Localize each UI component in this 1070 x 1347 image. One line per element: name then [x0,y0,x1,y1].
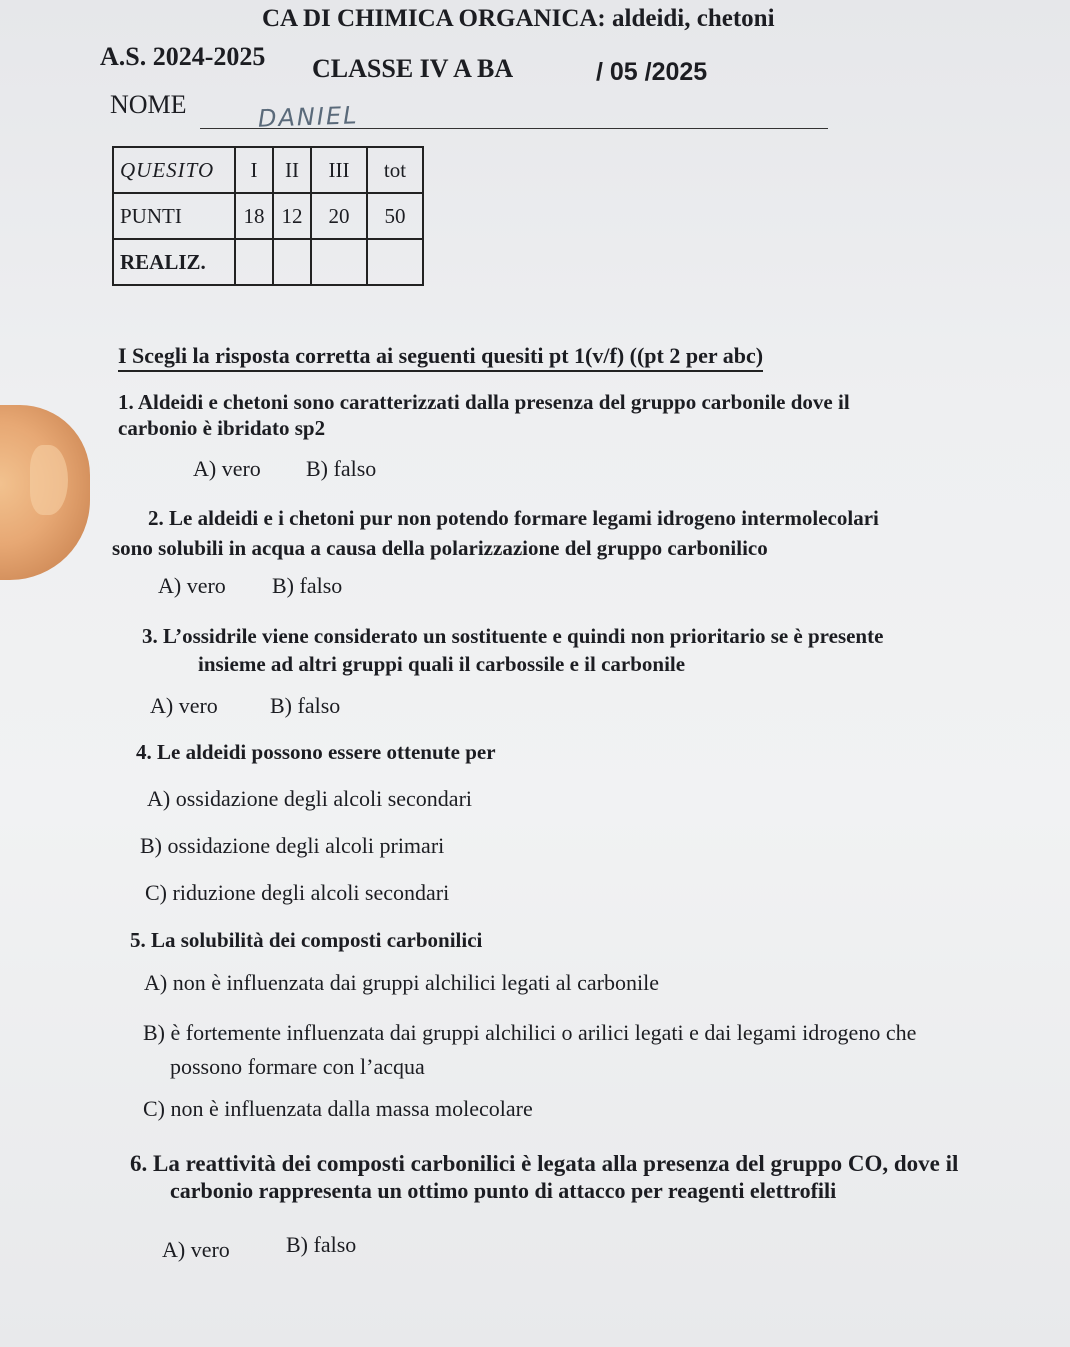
question-4-line-1: 4. Le aldeidi possono essere ottenute per [136,740,496,764]
class-label: CLASSE IV A BA [312,54,514,83]
table-cell: II [273,147,311,193]
table-cell: 12 [273,193,311,239]
table-row [113,193,423,239]
thumb-nail [30,445,68,515]
table-cell [273,239,311,285]
question-2-line-1: 2. Le aldeidi e i chetoni pur non potendo formare legami idrogeno intermolecolari [148,506,879,530]
question-2-option-b[interactable]: B) falso [272,573,343,598]
name-line [200,128,828,129]
question-3-option-a[interactable]: A) vero [150,693,218,718]
table-cell [367,239,423,285]
question-4-option-c[interactable]: C) riduzione degli alcoli secondari [145,880,450,905]
table-cell: III [311,147,367,193]
question-5-option-b-cont: possono formare con l’acqua [170,1054,425,1079]
question-1-option-b[interactable]: B) falso [306,456,377,481]
section-title: I Scegli la risposta corretta ai seguenti quesiti pt 1(v/f) ((pt 2 per abc) [118,343,763,372]
table-cell [311,239,367,285]
question-6-option-a[interactable]: A) vero [162,1237,230,1262]
question-5-option-b[interactable]: B) è fortemente influenzata dai gruppi alchilici o arilici legati e dai legami idrogeno che [143,1020,917,1045]
question-4-option-a[interactable]: A) ossidazione degli alcoli secondari [147,786,473,811]
name-label: NOME [110,90,187,119]
question-3-line-2: insieme ad altri gruppi quali il carbossile e il carbonile [198,652,686,676]
table-cell: I [235,147,273,193]
question-6-line-2: carbonio rappresenta un ottimo punto di attacco per reagenti elettrofili [170,1178,837,1203]
question-2-option-a[interactable]: A) vero [158,573,226,598]
table-cell [235,239,273,285]
table-row [113,239,423,285]
question-3-line-1: 3. L’ossidrile viene considerato un sostituente e quindi non prioritario se è presente [142,624,884,648]
question-5-line-1: 5. La solubilità dei composti carbonilici [130,928,483,952]
question-3-option-b[interactable]: B) falso [270,693,341,718]
question-1-option-a[interactable]: A) vero [193,456,261,481]
table-cell: 20 [311,193,367,239]
score-table [112,146,424,286]
table-cell: PUNTI [113,193,235,239]
table-cell: tot [367,147,423,193]
question-6-line-1: 6. La reattività dei composti carbonilici è legata alla presenza del gruppo CO, dove il [130,1151,959,1176]
table-cell: 18 [235,193,273,239]
question-5-option-c[interactable]: C) non è influenzata dalla massa molecolare [143,1096,533,1121]
question-6-option-b[interactable]: B) falso [286,1232,357,1257]
table-cell: QUESITO [113,147,235,193]
exam-date: / 05 /2025 [596,58,708,86]
table-cell: 50 [367,193,423,239]
question-2-line-2: sono solubili in acqua a causa della polarizzazione del gruppo carbonilico [112,536,768,560]
question-1-line-2: carbonio è ibridato sp2 [118,416,326,440]
school-year: A.S. 2024-2025 [100,42,266,71]
handwritten-name: DANIEL [257,101,359,133]
question-5-option-a[interactable]: A) non è influenzata dai gruppi alchilici legati al carbonile [144,970,659,995]
table-row [113,147,423,193]
question-4-option-b[interactable]: B) ossidazione degli alcoli primari [140,833,445,858]
question-1-line-1: 1. Aldeidi e chetoni sono caratterizzati dalla presenza del gruppo carbonile dove il [118,390,850,414]
exam-title: CA DI CHIMICA ORGANICA: aldeidi, chetoni [262,5,775,32]
table-cell: REALIZ. [113,239,235,285]
